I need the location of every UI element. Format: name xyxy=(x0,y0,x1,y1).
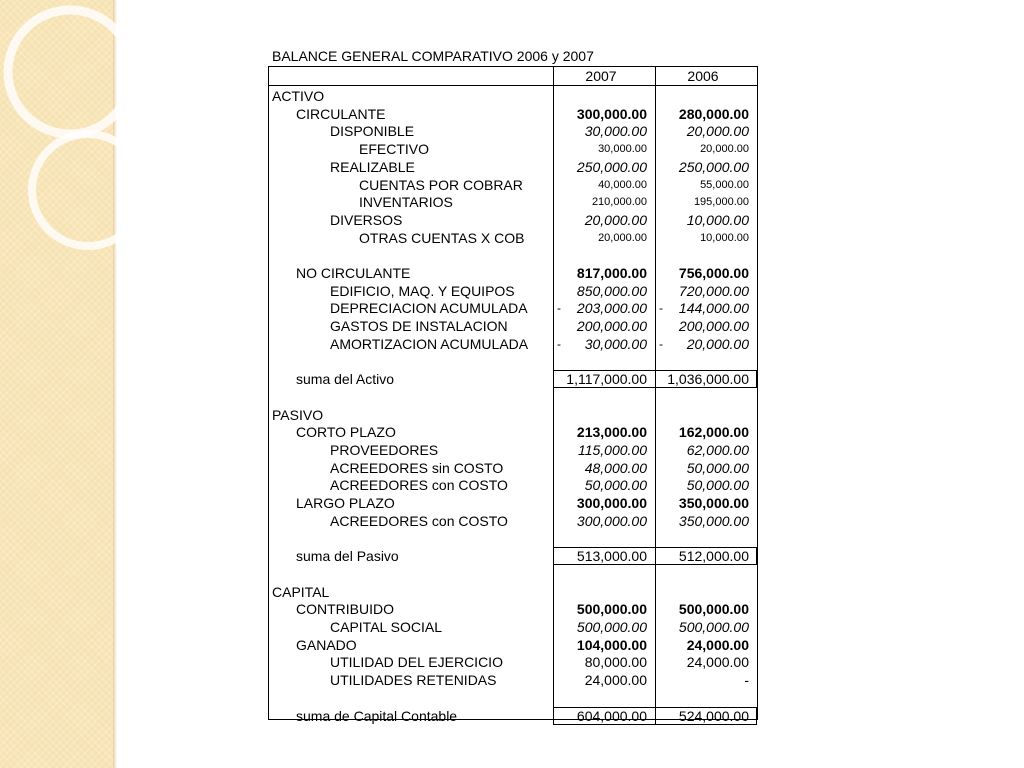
value-2006: 50,000.00 xyxy=(686,477,749,494)
value-2006: 24,000.00 xyxy=(686,636,749,653)
table-row xyxy=(269,105,757,123)
value-2006: 500,000.00 xyxy=(678,601,749,618)
table-row xyxy=(269,122,757,140)
row-label: CIRCULANTE xyxy=(296,105,386,122)
year-header-row xyxy=(269,67,757,85)
value-2006: 500,000.00 xyxy=(678,619,749,635)
value-2006: 144,000.00 xyxy=(678,300,749,317)
row-label: ACREEDORES sin COSTO xyxy=(330,459,504,476)
spacer-row xyxy=(269,530,757,548)
value-2006: 1,036,000.00 xyxy=(667,371,749,388)
negative-sign: - xyxy=(659,336,663,351)
value-2006: 250,000.00 xyxy=(678,158,749,175)
row-label: REALIZABLE xyxy=(330,158,415,175)
value-2006: 720,000.00 xyxy=(678,282,749,299)
table-row xyxy=(269,140,757,158)
value-2007: 40,000.00 xyxy=(598,178,647,191)
value-2007: 104,000.00 xyxy=(576,636,647,653)
row-label: CONTRIBUIDO xyxy=(296,601,394,618)
table-row xyxy=(269,176,757,194)
row-label: LARGO PLAZO xyxy=(296,495,395,512)
table-row xyxy=(269,671,757,689)
value-2006: 10,000.00 xyxy=(700,231,749,244)
value-2006: 200,000.00 xyxy=(678,318,749,335)
value-2007: 30,000.00 xyxy=(584,123,647,140)
value-2007: 48,000.00 xyxy=(584,459,647,476)
table-row xyxy=(269,583,757,601)
value-2006: 512,000.00 xyxy=(678,548,749,565)
row-label: NO CIRCULANTE xyxy=(296,265,411,281)
table-row xyxy=(269,211,757,229)
row-label: UTILIDADES RETENIDAS xyxy=(330,672,497,689)
value-2006: 20,000.00 xyxy=(686,123,749,140)
value-2007: 80,000.00 xyxy=(584,654,647,671)
table-row xyxy=(269,618,757,636)
value-2007: 200,000.00 xyxy=(576,318,647,335)
table-row xyxy=(269,423,757,441)
value-2007: 300,000.00 xyxy=(576,495,647,512)
value-2007: 203,000.00 xyxy=(576,300,647,317)
table-row xyxy=(269,317,757,335)
value-2006: 756,000.00 xyxy=(678,265,749,281)
row-label: CAPITAL SOCIAL xyxy=(330,619,443,635)
row-label: ACREEDORES con COSTO xyxy=(330,512,508,529)
total-row xyxy=(269,370,757,388)
value-2006: 350,000.00 xyxy=(678,512,749,529)
spacer-row xyxy=(269,689,757,707)
value-2007: 500,000.00 xyxy=(576,601,647,618)
row-label: DIVERSOS xyxy=(330,211,403,228)
value-2006: 162,000.00 xyxy=(678,424,749,441)
value-2006: 195,000.00 xyxy=(693,196,749,209)
value-2007: 115,000.00 xyxy=(577,442,647,458)
value-2007: 213,000.00 xyxy=(576,424,647,441)
row-label: OTRAS CUENTAS X COB xyxy=(359,229,525,246)
value-2006: 10,000.00 xyxy=(686,211,749,228)
value-2007: 300,000.00 xyxy=(576,512,647,529)
table-row xyxy=(269,494,757,512)
header-rule xyxy=(269,85,757,86)
value-2007: 250,000.00 xyxy=(576,158,647,175)
row-label: suma del Activo xyxy=(296,371,395,388)
value-2007: 20,000.00 xyxy=(584,211,647,228)
row-label: suma de Capital Contable xyxy=(296,707,458,724)
table-row xyxy=(269,600,757,618)
value-2006: 524,000.00 xyxy=(678,707,749,724)
total-row xyxy=(269,547,757,565)
sheet-title: BALANCE GENERAL COMPARATIVO 2006 y 2007 xyxy=(272,48,594,64)
negative-sign: - xyxy=(659,301,663,316)
negative-sign: - xyxy=(557,336,561,351)
table-row xyxy=(269,229,757,247)
spacer-row xyxy=(269,388,757,406)
value-2006: 20,000.00 xyxy=(686,335,749,352)
table-row xyxy=(269,653,757,671)
table-row xyxy=(269,335,757,353)
row-label: AMORTIZACION ACUMULADA xyxy=(330,335,529,352)
value-2007: 300,000.00 xyxy=(576,105,647,122)
row-label: DEPRECIACION ACUMULADA xyxy=(330,300,528,317)
table-row xyxy=(269,476,757,494)
value-2006: - xyxy=(744,672,749,689)
value-2007: 210,000.00 xyxy=(591,196,647,209)
table-row xyxy=(269,441,757,459)
value-2007: 500,000.00 xyxy=(576,619,647,635)
value-2007: 30,000.00 xyxy=(598,143,647,156)
row-label: EFECTIVO xyxy=(359,141,430,158)
row-label: PROVEEDORES xyxy=(330,442,439,458)
value-2007: 513,000.00 xyxy=(576,548,647,565)
table-row xyxy=(269,264,757,282)
table-row xyxy=(269,459,757,477)
row-label: ACTIVO xyxy=(272,88,325,104)
value-2007: 817,000.00 xyxy=(576,265,647,281)
row-label: CORTO PLAZO xyxy=(296,424,396,441)
value-2006: 24,000.00 xyxy=(686,654,749,671)
table-row xyxy=(269,87,757,105)
value-2007: 24,000.00 xyxy=(584,672,647,689)
total-row xyxy=(269,707,757,725)
value-2007: 50,000.00 xyxy=(584,477,647,494)
value-2006: 55,000.00 xyxy=(700,178,749,191)
decorative-rings xyxy=(0,0,140,260)
row-label: GASTOS DE INSTALACION xyxy=(330,318,508,335)
spacer-row xyxy=(269,565,757,583)
row-label: UTILIDAD DEL EJERCICIO xyxy=(330,654,503,671)
table-row xyxy=(269,282,757,300)
year-2006-header: 2006 xyxy=(687,68,719,84)
table-row xyxy=(269,636,757,654)
value-2007: 850,000.00 xyxy=(576,282,647,299)
value-2006: 280,000.00 xyxy=(678,105,749,122)
value-2006: 350,000.00 xyxy=(678,495,749,512)
value-2006: 20,000.00 xyxy=(700,143,749,156)
row-label: CUENTAS POR COBRAR xyxy=(359,176,523,193)
table-row xyxy=(269,512,757,530)
row-label: EDIFICIO, MAQ. Y EQUIPOS xyxy=(330,282,515,299)
row-label: ACREEDORES con COSTO xyxy=(330,477,508,494)
value-2007: 1,117,000.00 xyxy=(566,371,647,388)
row-label: GANADO xyxy=(296,636,357,653)
value-2007: 30,000.00 xyxy=(584,335,647,352)
row-label: suma del Pasivo xyxy=(296,548,399,565)
value-2007: 20,000.00 xyxy=(598,231,647,244)
balance-table xyxy=(268,66,758,724)
row-label: CAPITAL xyxy=(272,583,330,600)
row-label: PASIVO xyxy=(272,406,324,423)
table-row xyxy=(269,158,757,176)
value-2007: 604,000.00 xyxy=(576,707,647,724)
value-2006: 62,000.00 xyxy=(686,442,749,458)
table-row xyxy=(269,406,757,424)
value-2006: 50,000.00 xyxy=(686,459,749,476)
row-label: INVENTARIOS xyxy=(359,194,453,211)
negative-sign: - xyxy=(557,301,561,316)
year-2007-header: 2007 xyxy=(585,68,617,84)
row-label: DISPONIBLE xyxy=(330,123,415,140)
spacer-row xyxy=(269,353,757,371)
table-row xyxy=(269,193,757,211)
spacer-row xyxy=(269,246,757,264)
table-row xyxy=(269,299,757,317)
